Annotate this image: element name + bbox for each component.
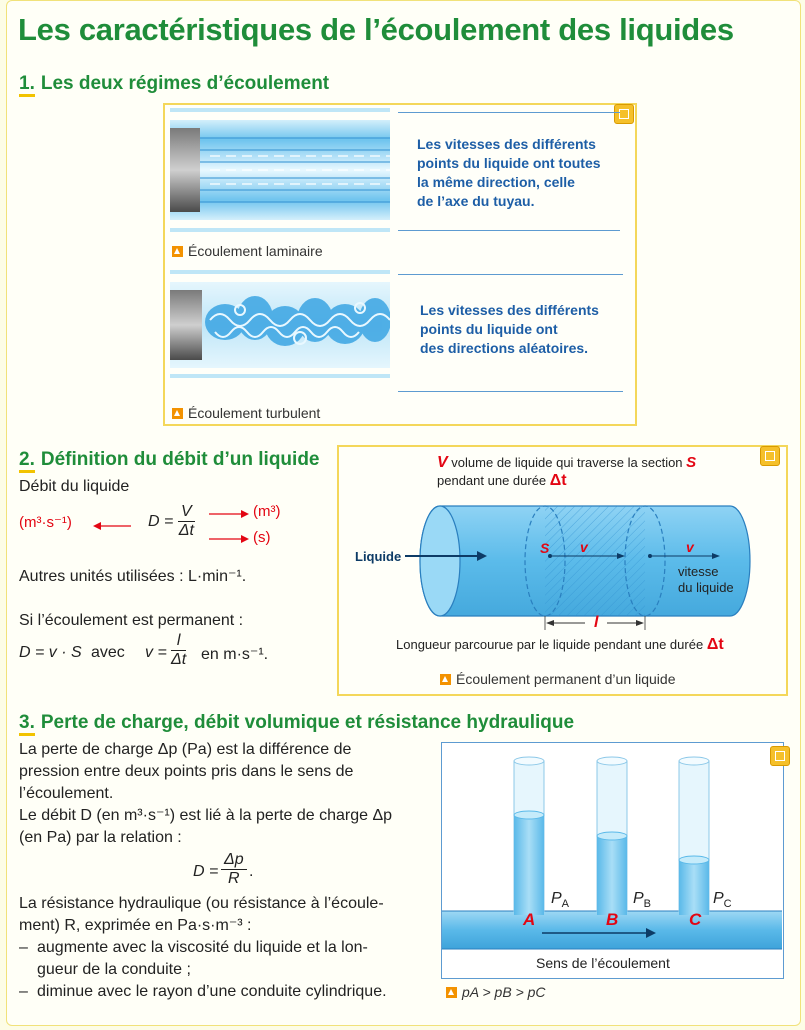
- turbulent-caption: Écoulement turbulent: [172, 405, 320, 421]
- laminar-flow-diagram: [170, 108, 390, 236]
- liquid-label: Liquide: [355, 549, 402, 564]
- debit-label: Débit du liquide: [19, 478, 130, 495]
- resistance-paragraph: La résistance hydraulique (ou résistance à l’écoule- ment) R, exprimée en Pa·s·m⁻³ : – augmente avec la viscosité du liquide et la lon- gueur de la conduite ; – diminue avec le rayon d’une conduite cylindrique.: [19, 895, 387, 1000]
- unit-volume: (m³): [253, 503, 281, 520]
- section-3-number: 3.: [19, 712, 35, 736]
- pressure-order-caption: pA > pB > pC: [446, 984, 546, 1000]
- volume-definition: V volume de liquide qui traverse la section S: [437, 454, 697, 471]
- velocity-label: v: [580, 539, 588, 555]
- point-b-label: B: [606, 910, 619, 929]
- velocity-text: vitesse du liquide: [678, 564, 734, 595]
- flow-direction-label: Sens de l’écoulement: [536, 955, 670, 971]
- point-a-label: A: [523, 910, 536, 929]
- formula-lhs: D =: [148, 513, 174, 530]
- triangle-icon: [446, 987, 457, 998]
- arrow-right-icon: [209, 534, 251, 544]
- pressure-b-label: $P_B$: [633, 890, 652, 911]
- laminar-description: Les vitesses des différents points du liquide ont toutes la même direction, celle de l’axe du tuyau.: [417, 136, 601, 209]
- duration-definition: pendant une durée Δt: [437, 472, 567, 489]
- other-units: Autres unités utilisées : L·min⁻¹.: [19, 568, 247, 585]
- zoom-icon[interactable]: [760, 446, 780, 466]
- arrow-left-icon: [93, 521, 133, 531]
- section-2-title: Définition du débit d’un liquide: [40, 449, 320, 470]
- velocity-formula: D = v · S avec v = $\frac{l}{\Delta t}$ en m·s⁻¹.: [19, 632, 269, 668]
- laminar-caption: Écoulement laminaire: [172, 243, 323, 259]
- debit-caption: Écoulement permanent d’un liquide: [440, 671, 675, 687]
- pressure-c-label: $P_C$: [713, 890, 732, 911]
- arrow-right-icon: [209, 509, 251, 519]
- section-1-heading: [19, 73, 329, 95]
- permanent-condition: Si l’écoulement est permanent :: [19, 612, 244, 629]
- triangle-icon: [172, 246, 183, 257]
- point-c-label: C: [689, 910, 702, 929]
- pressure-a-label: $P_A$: [551, 890, 570, 911]
- section-1-title: Les deux régimes d’écoulement: [40, 73, 330, 94]
- section-s-label: S: [540, 540, 550, 556]
- resistance-formula: D = $\frac{\Delta p}{R}$ .: [193, 851, 254, 887]
- divider: [398, 274, 623, 275]
- triangle-icon: [440, 674, 451, 685]
- pressure-drop-paragraph: La perte de charge Δp (Pa) est la différence de pression entre deux points pris dans le sens de l’écoulement. Le débit D (en m³·s⁻¹) est lié à la perte de charge Δp (en Pa) par la relation :: [19, 741, 393, 846]
- turbulent-flow-diagram: [170, 270, 390, 380]
- length-l-label: l: [594, 614, 599, 631]
- section-2-heading: [19, 449, 320, 471]
- page-title: Les caractéristiques de l’écoulement des liquides: [18, 12, 734, 47]
- section-3-heading: [19, 712, 574, 734]
- turbulent-description: Les vitesses des différents points du liquide ont des directions aléatoires.: [420, 302, 599, 356]
- divider: [398, 230, 620, 231]
- pressure-tubes-diagram: [442, 743, 782, 977]
- section-3-title: Perte de charge, débit volumique et résistance hydraulique: [40, 712, 575, 733]
- velocity-label: v: [686, 539, 694, 555]
- debit-formula: [19, 503, 319, 553]
- unit-time: (s): [253, 529, 271, 546]
- section-1-number: 1.: [19, 73, 35, 97]
- divider: [398, 391, 623, 392]
- unit-flow: (m³·s⁻¹): [19, 514, 72, 531]
- formula-fraction: $\frac{V}{\Delta t}$: [178, 503, 194, 539]
- divider: [398, 112, 620, 113]
- triangle-icon: [172, 408, 183, 419]
- section-2-number: 2.: [19, 449, 35, 473]
- length-description: Longueur parcourue par le liquide pendant une durée Δt: [396, 636, 724, 653]
- zoom-icon[interactable]: [614, 104, 634, 124]
